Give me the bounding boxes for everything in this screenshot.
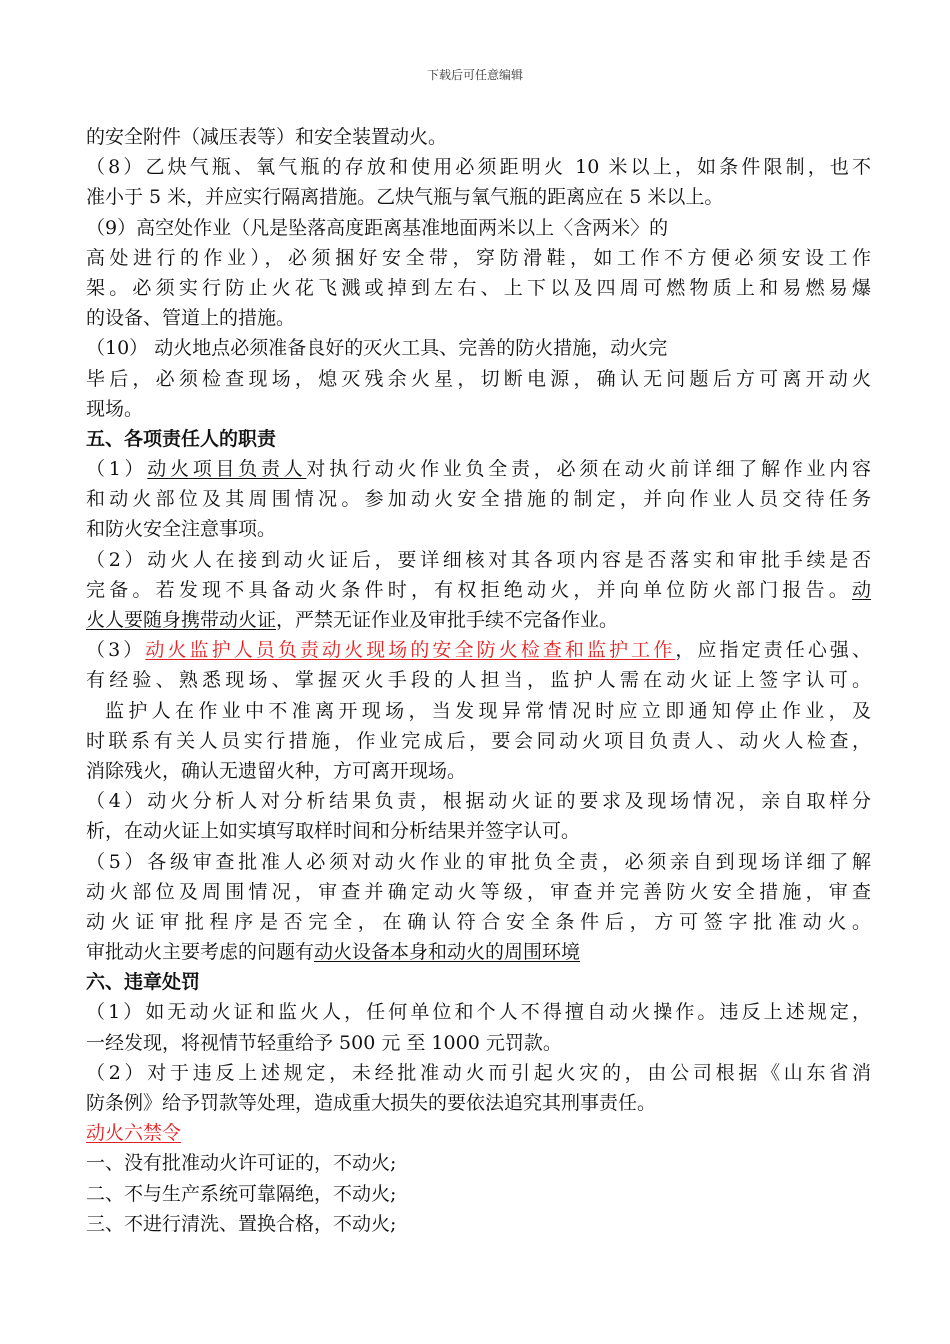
- text-segment: 六、违章处罚: [86, 971, 201, 994]
- text-line: [86, 726, 871, 756]
- text-segment: （9）高空处作业（凡是坠落高度距离基准地面两米以上〈含两米〉的: [86, 216, 669, 239]
- text-line: [86, 605, 871, 635]
- text-line: [86, 333, 871, 363]
- text-line: [86, 273, 871, 303]
- text-segment: （5）各级审查批准人必须对动火作业的审批负全责，必须亲自到现场详细了解: [86, 850, 871, 873]
- text-line: [86, 847, 871, 877]
- text-segment: 析，在动火证上如实填写取样时间和分析结果并签字认可。: [86, 820, 581, 843]
- text-line: [86, 696, 871, 726]
- text-line: [86, 635, 871, 665]
- text-segment: （1）: [86, 458, 148, 481]
- text-segment: 动火监护人员负责动火现场的安全防火检查和监护工作: [145, 639, 676, 662]
- text-segment: 一、没有批准动火许可证的，不动火;: [86, 1152, 397, 1175]
- document-body: [86, 122, 871, 1239]
- text-line: [86, 1118, 871, 1148]
- text-segment: （8）乙炔气瓶、氧气瓶的存放和使用必须距明火 10 米以上，如条件限制，也不: [86, 156, 871, 179]
- text-segment: 动: [851, 578, 871, 601]
- text-line: [86, 454, 871, 484]
- text-segment: （10） 动火地点必须准备良好的灭火工具、完善的防火措施，动火完: [86, 337, 668, 360]
- text-line: [86, 665, 871, 695]
- text-line: [86, 303, 871, 333]
- text-segment: 架。必须实行防止火花飞溅或掉到左右、上下以及四周可燃物质上和易燃易爆: [86, 276, 871, 299]
- section-heading: [86, 967, 871, 997]
- text-segment: 现场。: [86, 397, 144, 420]
- text-segment: 动火证审批程序是否完全，在确认符合安全条件后，方可签字批准动火。: [86, 910, 871, 933]
- text-line: [86, 484, 871, 514]
- text-segment: （2）对于违反上述规定，未经批准动火而引起火灾的，由公司根据《山东省消: [86, 1061, 871, 1084]
- page-header: 下载后可任意编辑: [426, 68, 523, 82]
- text-segment: ，严禁无证作业及审批手续不完备作业。: [276, 609, 619, 631]
- text-segment: 时联系有关人员实行措施，作业完成后，要会同动火项目负责人、动火人检查，: [86, 729, 871, 752]
- text-segment: 动火部位及周围情况，审查并确定动火等级，审查并完善防火安全措施，审查: [86, 880, 871, 903]
- text-line: [86, 1088, 871, 1118]
- text-segment: （2）动火人在接到动火证后，要详细核对其各项内容是否落实和审批手续是否: [86, 548, 871, 571]
- text-line: [86, 1209, 871, 1239]
- text-segment: 三、不进行清洗、置换合格，不动火;: [86, 1212, 397, 1235]
- text-line: [86, 907, 871, 937]
- text-segment: 准小于 5 米，并应实行隔离措施。乙炔气瓶与氧气瓶的距离应在 5 米以上。: [86, 186, 724, 209]
- text-line: [86, 937, 871, 967]
- text-line: [86, 182, 871, 212]
- text-line: [86, 514, 871, 544]
- text-line: [86, 122, 871, 152]
- text-line: [86, 394, 871, 424]
- text-segment: 动火六禁令: [86, 1122, 182, 1145]
- text-segment: （3）: [86, 639, 146, 662]
- text-segment: 监护人在作业中不准离开现场，当发现异常情况时应立即通知停止作业，及: [105, 699, 871, 722]
- text-segment: 毕后，必须检查现场，熄灭残余火星，切断电源，确认无问题后方可离开动火: [86, 367, 871, 390]
- text-segment: 火人要随身携带动火证: [86, 609, 277, 631]
- text-segment: 一经发现，将视情节轻重给予 500 元 至 1000 元罚款。: [86, 1031, 562, 1054]
- text-segment: 和动火部位及其周围情况。参加动火安全措施的制定，并向作业人员交待任务: [86, 488, 871, 511]
- text-segment: 有经验、熟悉现场、掌握灭火手段的人担当，监护人需在动火证上签字认可。: [86, 669, 871, 692]
- section-heading: [86, 424, 871, 454]
- text-segment: 的安全附件（减压表等）和安全装置动火。: [86, 126, 448, 148]
- text-segment: 和防火安全注意事项。: [86, 518, 277, 541]
- text-segment: 动火项目负责人: [147, 458, 307, 481]
- text-line: [86, 1028, 871, 1058]
- text-line: [86, 364, 871, 394]
- text-line: [86, 816, 871, 846]
- text-segment: 动火设备本身和动火的周围环境: [314, 941, 581, 964]
- text-line: [86, 545, 871, 575]
- text-segment: 完备。若发现不具备动火条件时，有权拒绝动火，并向单位防火部门报告。: [86, 578, 852, 601]
- text-segment: 的设备、管道上的措施。: [86, 307, 296, 330]
- text-line: [86, 786, 871, 816]
- text-segment: 防条例》给予罚款等处理，造成重大损失的要依法追究其刑事责任。: [86, 1092, 657, 1114]
- text-line: [86, 243, 871, 273]
- text-line: [86, 1058, 871, 1088]
- text-line: [86, 575, 871, 605]
- text-segment: 二、不与生产系统可靠隔绝，不动火;: [86, 1182, 397, 1205]
- text-segment: （4）动火分析人对分析结果负责，根据动火证的要求及现场情况，亲自取样分: [86, 790, 871, 813]
- text-line: [86, 877, 871, 907]
- text-segment: 高处进行的作业），必须捆好安全带，穿防滑鞋，如工作不方便必须安设工作: [86, 246, 871, 269]
- text-line: [86, 756, 871, 786]
- text-segment: 消除残火，确认无遗留火种，方可离开现场。: [86, 759, 467, 782]
- text-segment: 审批动火主要考虑的问题有: [86, 941, 315, 964]
- text-segment: ，应指定责任心强、: [675, 639, 871, 662]
- text-line: [86, 152, 871, 182]
- text-line: [86, 213, 871, 243]
- text-line: [86, 1179, 871, 1209]
- text-segment: （1）如无动火证和监火人，任何单位和个人不得擅自动火操作。违反上述规定，: [86, 1001, 871, 1024]
- text-segment: 对执行动火作业负全责，必须在动火前详细了解作业内容: [306, 458, 871, 481]
- text-line: [86, 1148, 871, 1178]
- text-line: [86, 997, 871, 1027]
- text-segment: 五、各项责任人的职责: [86, 427, 277, 450]
